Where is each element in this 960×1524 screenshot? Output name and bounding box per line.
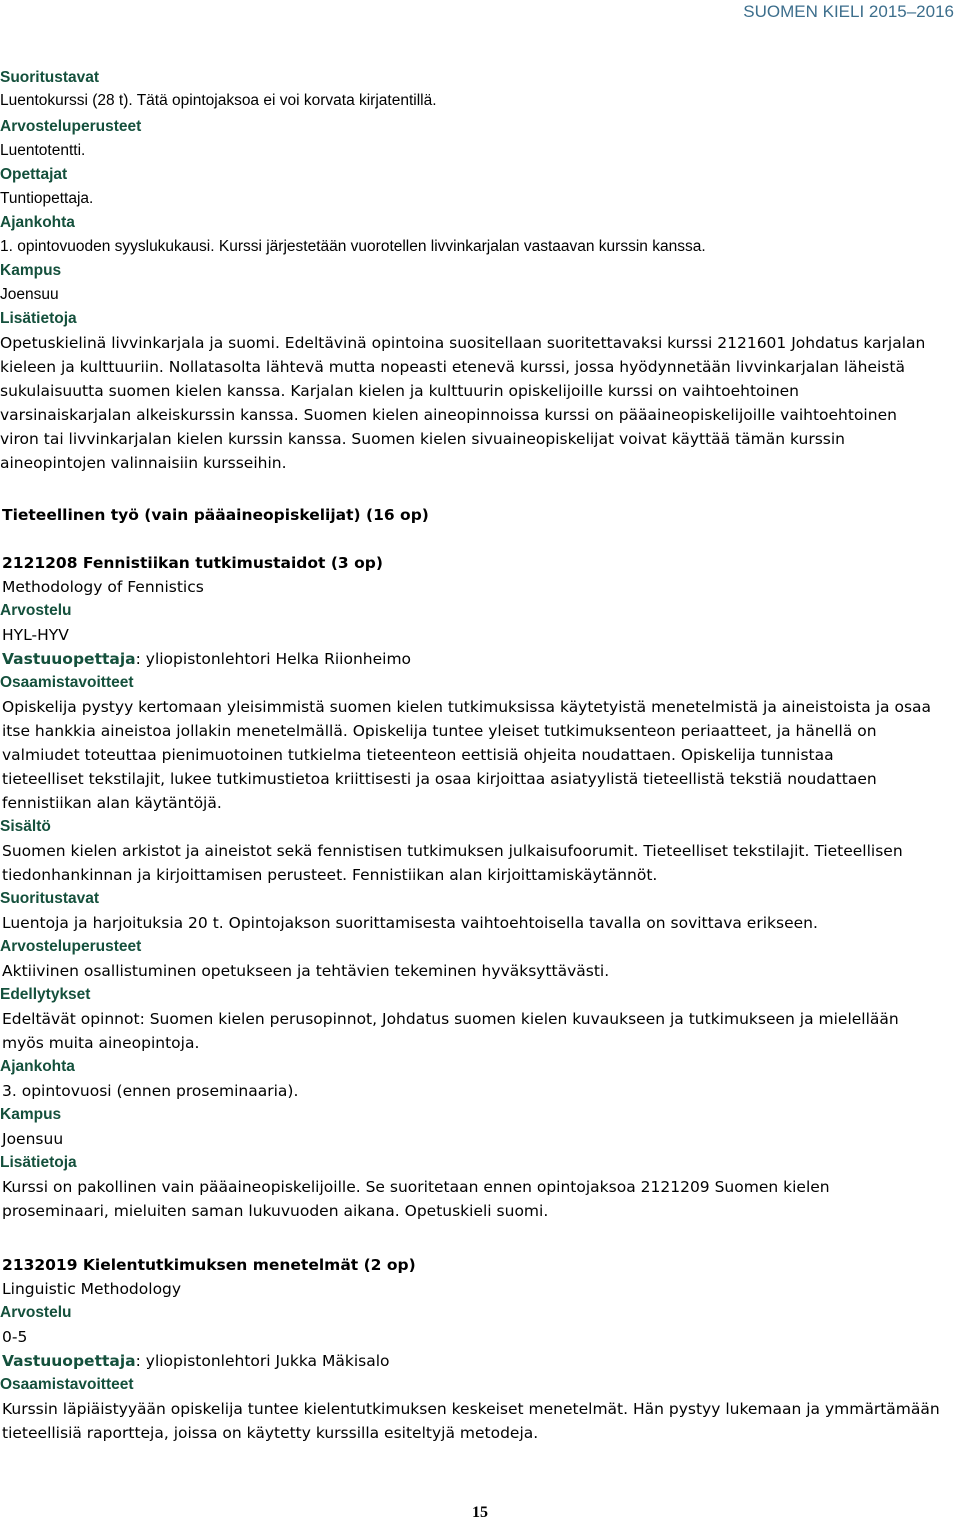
- opettajat-text: Tuntiopettaja.: [0, 190, 94, 207]
- vastuuopettaja-label: Vastuuopettaja: [2, 1352, 136, 1370]
- lisatietoja-label: Lisätietoja: [0, 310, 77, 327]
- osaamistavoitteet-line: tieteellisiä raportteja, joissa on käytetty kurssilla esiteltyjä metodeja.: [2, 1424, 539, 1442]
- lisatietoja-line: Kurssi on pakollinen vain pääaineopiskelijoille. Se suoritetaan ennen opintojaksoa 2121209 Suomen kielen: [2, 1178, 830, 1196]
- sisalto-line: tiedonhankinnan ja kirjoittamisen perusteet. Fennistiikan alan kirjoittamiskäytännöt.: [2, 866, 658, 884]
- osaamistavoitteet-label: Osaamistavoitteet: [0, 674, 134, 691]
- suoritustavat-label: Suoritustavat: [0, 69, 100, 86]
- edellytykset-line: myös muita aineopintoja.: [2, 1034, 200, 1052]
- opettajat-label: Opettajat: [0, 166, 68, 183]
- course-english-name: Methodology of Fennistics: [2, 578, 204, 596]
- lisatietoja-line: Opetuskielinä livvinkarjala ja suomi. Edeltävinä opintoina suositellaan suoritettavaksi kurssi 2121601 Johdatus karjalan: [0, 334, 926, 352]
- osaamistavoitteet-line: Opiskelija pystyy kertomaan yleisimmistä suomen kielen tutkimuksissa käytetyistä menetelmistä ja aineistoista ja osaa: [2, 698, 932, 716]
- kampus-text: Joensuu: [2, 1130, 64, 1148]
- lisatietoja-line: sukulaisuutta suomen kielen kanssa. Karjalan kielen ja kulttuurin opiskelijoille kurssi on vaihtoehtoinen: [0, 382, 800, 400]
- osaamistavoitteet-line: fennistiikan alan käytäntöjä.: [2, 794, 222, 812]
- course-title: 2121208 Fennistiikan tutkimustaidot (3 op): [2, 554, 383, 572]
- osaamistavoitteet-line: itse hankkia aineistoa jollakin menetelmällä. Opiskelija tuntee yleiset tutkimuksenteon periaatteet, ja hänellä on: [2, 722, 877, 740]
- vastuuopettaja-label: Vastuuopettaja: [2, 650, 136, 668]
- lisatietoja-line: aineopintojen valinnaisiin kursseihin.: [0, 454, 287, 472]
- arvostelu-text: HYL-HYV: [2, 626, 69, 644]
- ajankohta-text: 3. opintovuosi (ennen proseminaaria).: [2, 1082, 299, 1100]
- ajankohta-label: Ajankohta: [0, 214, 75, 231]
- suoritustavat-text: Luentoja ja harjoituksia 20 t. Opintojakson suorittamisesta vaihtoehtoisella tavalla on sovittava erikseen.: [2, 914, 818, 932]
- vastuuopettaja-line: [2, 649, 411, 669]
- vastuuopettaja-text: : yliopistonlehtori Jukka Mäkisalo: [135, 1352, 390, 1370]
- lisatietoja-line: varsinaiskarjalan alkeiskurssin kanssa. Suomen kielen aineopinnoissa kurssi on pääaineopiskelijoille vaihtoehtoinen: [0, 406, 897, 424]
- lisatietoja-line: proseminaari, mieluiten saman lukuvuoden aikana. Opetuskieli suomi.: [2, 1202, 549, 1220]
- edellytykset-label: Edellytykset: [0, 986, 91, 1003]
- kampus-label: Kampus: [0, 262, 62, 279]
- edellytykset-line: Edeltävät opinnot: Suomen kielen perusopinnot, Johdatus suomen kielen kuvaukseen ja tutkimukseen ja mielellään: [2, 1010, 899, 1028]
- ajankohta-text: 1. opintovuoden syyslukukausi. Kurssi järjestetään vuorotellen livvinkarjalan vastaavan kurssin kanssa.: [0, 238, 706, 255]
- lisatietoja-label: Lisätietoja: [0, 1154, 77, 1171]
- osaamistavoitteet-line: Kurssin läpiäistyyään opiskelija tuntee kielentutkimuksen keskeiset menetelmät. Hän pystyy lukemaan ja ymmärtämään: [2, 1400, 940, 1418]
- ajankohta-label: Ajankohta: [0, 1058, 75, 1075]
- course-english-name: Linguistic Methodology: [2, 1280, 182, 1298]
- arvostelu-label: Arvostelu: [0, 1304, 72, 1321]
- section-heading: Tieteellinen työ (vain pääaineopiskelijat) (16 op): [2, 506, 429, 524]
- osaamistavoitteet-label: Osaamistavoitteet: [0, 1376, 134, 1393]
- sisalto-label: Sisältö: [0, 818, 51, 835]
- lisatietoja-line: viron tai livvinkarjalan kielen kurssin kanssa. Suomen kielen sivuaineopiskelijat voivat käyttää tämän kurssin: [0, 430, 845, 448]
- osaamistavoitteet-line: tieteelliset tekstilajit, lukee tutkimustietoa kriittisesti ja osaa kirjoittaa asiatyylistä tieteellistä tekstiä noudattaen: [2, 770, 877, 788]
- arvosteluperusteet-text: Luentotentti.: [0, 142, 86, 159]
- arvostelu-text: 0-5: [2, 1328, 28, 1346]
- arvosteluperusteet-label: Arvosteluperusteet: [0, 118, 142, 135]
- course-title: 2132019 Kielentutkimuksen menetelmät (2 op): [2, 1256, 416, 1274]
- running-header: SUOMEN KIELI 2015–2016: [743, 2, 954, 21]
- arvostelu-label: Arvostelu: [0, 602, 72, 619]
- osaamistavoitteet-line: valmiudet toteuttaa pienimuotoinen tutkielma tieteenteon eettisiä ohjeita noudattaen. Opiskelija tunnistaa: [2, 746, 834, 764]
- lisatietoja-line: kieleen ja kulttuuriin. Nollatasolta lähtevä mutta nopeasti etenevä kurssi, jossa hyödynnetään livvinkarjalan läheistä: [0, 358, 905, 376]
- arvosteluperusteet-text: Aktiivinen osallistuminen opetukseen ja tehtävien tekeminen hyväksyttävästi.: [2, 962, 610, 980]
- vastuuopettaja-line: [2, 1351, 390, 1371]
- sisalto-line: Suomen kielen arkistot ja aineistot sekä fennistisen tutkimuksen julkaisufoorumit. Tieteelliset tekstilajit. Tieteellisen: [2, 842, 903, 860]
- suoritustavat-label: Suoritustavat: [0, 890, 100, 907]
- kampus-text: Joensuu: [0, 286, 59, 303]
- page-number: 15: [472, 1504, 488, 1521]
- suoritustavat-text: Luentokurssi (28 t). Tätä opintojaksoa ei voi korvata kirjatentillä.: [0, 92, 437, 109]
- kampus-label: Kampus: [0, 1106, 62, 1123]
- arvosteluperusteet-label: Arvosteluperusteet: [0, 938, 142, 955]
- vastuuopettaja-text: : yliopistonlehtori Helka Riionheimo: [135, 650, 412, 668]
